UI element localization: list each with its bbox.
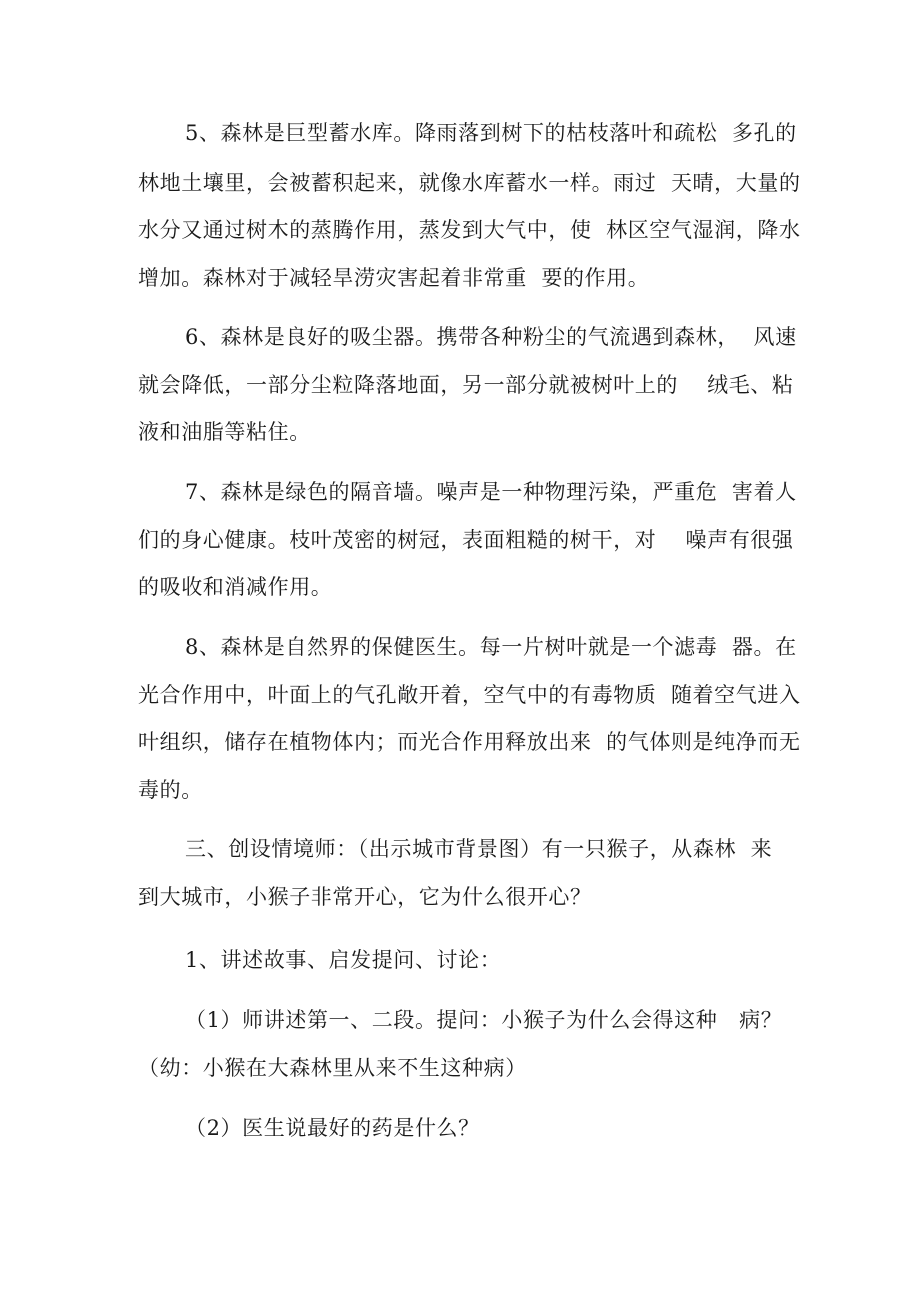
paragraph-6-line-1: 6、森林是良好的吸尘器。携带各种粉尘的气流遇到森林， 风速 bbox=[185, 325, 797, 349]
subitem-2-line-1: （2）医生说最好的药是什么？ bbox=[185, 1116, 480, 1140]
paragraph-5-line-4: 增加。森林对于减轻旱涝灾害起着非常重 要的作用。 bbox=[138, 266, 650, 290]
paragraph-6-line-2: 就会降低，一部分尘粒降落地面，另一部分就被树叶上的 绒毛、粘 bbox=[138, 373, 794, 397]
paragraph-7-line-1: 7、森林是绿色的隔音墙。噪声是一种物理污染，严重危 害着人 bbox=[185, 480, 797, 504]
section-3-line-2: 到大城市，小猴子非常开心，它为什么很开心？ bbox=[138, 885, 592, 909]
item-1-line-1: 1、讲述故事、启发提问、讨论： bbox=[185, 948, 502, 972]
paragraph-8-line-4: 毒的。 bbox=[138, 778, 203, 802]
paragraph-8-line-3: 叶组织，储存在植物体内；而光合作用释放出来 的气体则是纯净而无 bbox=[138, 730, 801, 754]
paragraph-6-line-3: 液和油脂等粘住。 bbox=[138, 420, 311, 444]
paragraph-8-line-2: 光合作用中，叶面上的气孔敞开着，空气中的有毒物质 随着空气进入 bbox=[138, 683, 801, 707]
paragraph-7-line-2: 们的身心健康。枝叶茂密的树冠，表面粗糙的树干，对 噪声有很强 bbox=[138, 528, 794, 552]
subitem-1-line-1: （1）师讲述第一、二段。提问：小猴子为什么会得这种 病？ bbox=[185, 1008, 783, 1032]
section-3-line-1: 三、创设情境师：（出示城市背景图）有一只猴子，从森林 来 bbox=[185, 837, 773, 861]
paragraph-8-line-1: 8、森林是自然界的保健医生。每一片树叶就是一个滤毒 器。在 bbox=[185, 635, 797, 659]
paragraph-5-line-2: 林地土壤里，会被蓄积起来，就像水库蓄水一样。雨过 天晴，大量的 bbox=[138, 171, 801, 195]
paragraph-7-line-3: 的吸收和消减作用。 bbox=[138, 575, 333, 599]
paragraph-5-line-3: 水分又通过树木的蒸腾作用，蒸发到大气中，使 林区空气湿润，降水 bbox=[138, 218, 801, 242]
subitem-1-line-2: （幼：小猴在大森林里从来不生这种病） bbox=[138, 1056, 527, 1080]
paragraph-5-line-1: 5、森林是巨型蓄水库。降雨落到树下的枯枝落叶和疏松 多孔的 bbox=[185, 121, 797, 145]
